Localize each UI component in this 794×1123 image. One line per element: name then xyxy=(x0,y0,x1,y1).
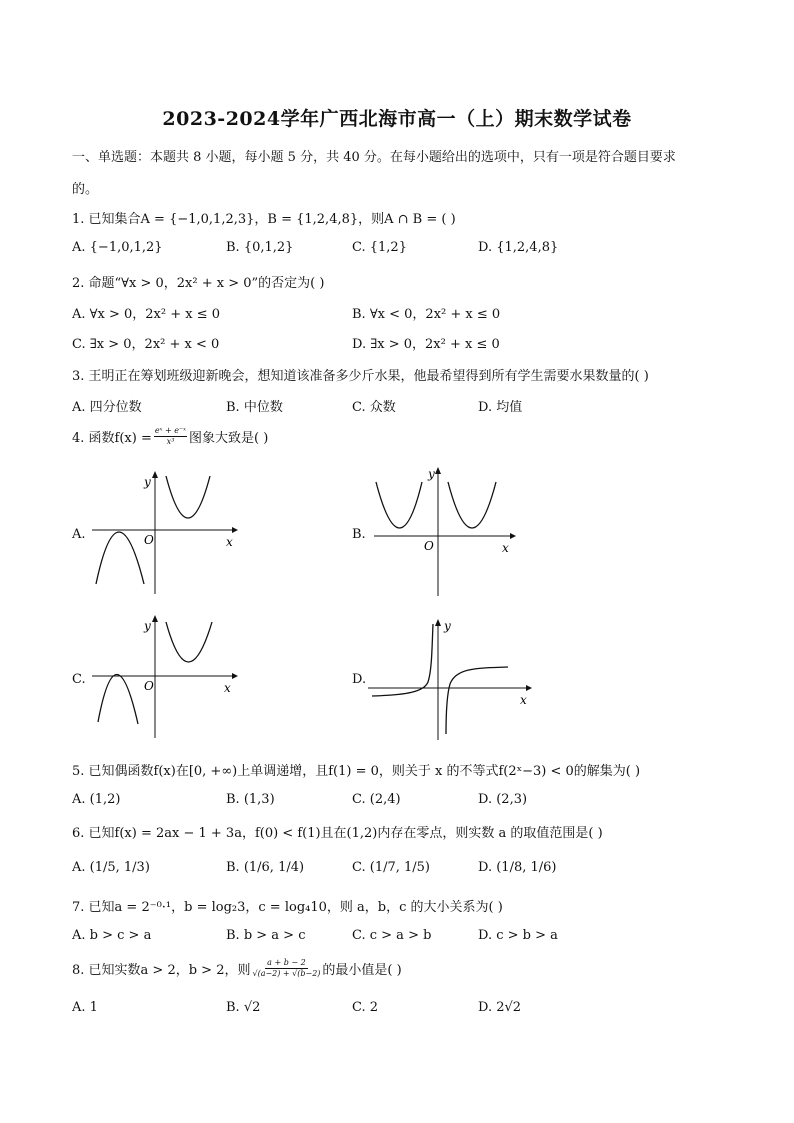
question-2-stem: 2. 命题“∀x > 0，2x² + x > 0”的否定为( ) xyxy=(72,276,325,291)
q1-option-c: C. {1,2} xyxy=(352,240,407,255)
q4-option-b-label: B. xyxy=(352,527,366,542)
x-axis-label: x xyxy=(502,541,509,555)
q4-option-d-label: D. xyxy=(352,672,367,687)
q5-option-d: D. (2,3) xyxy=(478,792,528,807)
q2-option-c: C. ∃x > 0，2x² + x < 0 xyxy=(72,337,220,352)
q8-option-d: D. 2√2 xyxy=(478,1000,522,1015)
y-axis-arrow xyxy=(435,619,441,626)
question-7-stem: 7. 已知a = 2⁻⁰·¹，b = log₂3，c = log₄10，则 a，b，c 的大小关系为( ) xyxy=(72,900,503,915)
x-axis-arrow xyxy=(232,527,238,533)
q5-option-b: B. (1,3) xyxy=(226,792,275,807)
q7-option-b: B. b > a > c xyxy=(226,928,306,943)
origin-label: O xyxy=(424,539,434,553)
q1-option-b: B. {0,1,2} xyxy=(226,240,294,255)
curve-left xyxy=(376,482,422,528)
q3-option-a: A. 四分位数 xyxy=(72,400,142,415)
y-axis-label: y xyxy=(144,475,151,489)
origin-label: O xyxy=(144,533,154,547)
x-axis-arrow xyxy=(232,673,238,679)
q4-graph-c xyxy=(88,614,248,740)
q4-option-a-label: A. xyxy=(72,527,86,542)
q4-fraction-denominator: x³ xyxy=(166,437,175,446)
q4-fraction xyxy=(154,426,187,447)
y-axis-label: y xyxy=(144,619,151,633)
q8-fraction-denominator: √(a−2) + √(b−2) xyxy=(252,969,321,978)
page-title: 2023-2024学年广西北海市高一（上）期末数学试卷 xyxy=(162,108,632,130)
x-axis-arrow xyxy=(526,685,532,691)
q6-option-c: C. (1/7, 1/5) xyxy=(352,860,430,875)
q4-stem-prefix: 4. 函数f(x) = xyxy=(72,431,152,446)
origin-label: O xyxy=(144,679,154,693)
y-axis-arrow xyxy=(435,467,441,474)
q3-option-c: C. 众数 xyxy=(352,400,396,415)
q2-option-d: D. ∃x > 0，2x² + x ≤ 0 xyxy=(352,337,500,352)
q2-option-b: B. ∀x < 0，2x² + x ≤ 0 xyxy=(352,307,501,322)
curve-right xyxy=(166,622,212,662)
q3-option-b: B. 中位数 xyxy=(226,400,283,415)
curve-right-branch xyxy=(446,667,508,734)
q6-option-b: B. (1/6, 1/4) xyxy=(226,860,305,875)
curve-left xyxy=(96,532,144,584)
q8-fraction-numerator: a + b − 2 xyxy=(267,958,306,967)
q7-option-d: D. c > b > a xyxy=(478,928,558,943)
x-axis-label: x xyxy=(226,535,233,549)
q4-fraction-numerator: eˣ + e⁻ˣ xyxy=(154,426,187,435)
y-axis-label: y xyxy=(444,619,451,633)
curve-right xyxy=(166,476,210,518)
question-6-stem: 6. 已知f(x) = 2ax − 1 + 3a，f(0) < f(1)且在(1,2)内存在零点，则实数 a 的取值范围是( ) xyxy=(72,826,603,841)
question-4-stem xyxy=(72,426,268,447)
x-axis-label: x xyxy=(520,693,527,707)
section-instruction: 一、单选题：本题共 8 小题，每小题 5 分，共 40 分。在每小题给出的选项中，只有一项是符合题目要求 xyxy=(72,150,676,165)
q2-option-a: A. ∀x > 0，2x² + x ≤ 0 xyxy=(72,307,220,322)
q4-graph-d xyxy=(366,616,542,742)
x-axis-label: x xyxy=(224,681,231,695)
question-8-stem xyxy=(72,958,402,979)
q8-option-c: C. 2 xyxy=(352,1000,379,1015)
q8-fraction xyxy=(252,958,320,979)
q4-graph-a xyxy=(88,470,248,596)
curve-left-branch xyxy=(372,624,433,696)
q4-graph-b xyxy=(370,462,530,598)
question-1-stem: 1. 已知集合A = {−1,0,1,2,3}，B = {1,2,4,8}，则A ∩ B = ( ) xyxy=(72,212,456,227)
q5-option-c: C. (2,4) xyxy=(352,792,401,807)
section-instruction-cont: 的。 xyxy=(72,182,99,197)
q8-stem-prefix: 8. 已知实数a > 2，b > 2，则 xyxy=(72,963,251,978)
y-axis-label: y xyxy=(428,467,435,481)
q6-option-d: D. (1/8, 1/6) xyxy=(478,860,557,875)
q7-option-c: C. c > a > b xyxy=(352,928,432,943)
q7-option-a: A. b > c > a xyxy=(72,928,152,943)
q1-option-a: A. {−1,0,1,2} xyxy=(72,240,163,255)
q5-option-a: A. (1,2) xyxy=(72,792,121,807)
x-axis-arrow xyxy=(510,533,516,539)
question-3-stem: 3. 王明正在筹划班级迎新晚会，想知道该准备多少斤水果，他最希望得到所有学生需要水果数量的( ) xyxy=(72,369,649,384)
q4-option-c-label: C. xyxy=(72,672,86,687)
q8-stem-suffix: 的最小值是( ) xyxy=(322,963,402,978)
q3-option-d: D. 均值 xyxy=(478,400,523,415)
q1-option-d: D. {1,2,4,8} xyxy=(478,240,559,255)
q8-option-a: A. 1 xyxy=(72,1000,98,1015)
y-axis-arrow xyxy=(152,615,158,622)
q8-option-b: B. √2 xyxy=(226,1000,261,1015)
y-axis-arrow xyxy=(152,471,158,478)
q4-stem-suffix: 图象大致是( ) xyxy=(189,431,269,446)
curve-left xyxy=(98,674,138,724)
question-5-stem: 5. 已知偶函数f(x)在[0, +∞)上单调递增，且f(1) = 0，则关于 x 的不等式f(2ˣ−3) < 0的解集为( ) xyxy=(72,764,641,779)
curve-right xyxy=(448,482,496,528)
q6-option-a: A. (1/5, 1/3) xyxy=(72,860,150,875)
